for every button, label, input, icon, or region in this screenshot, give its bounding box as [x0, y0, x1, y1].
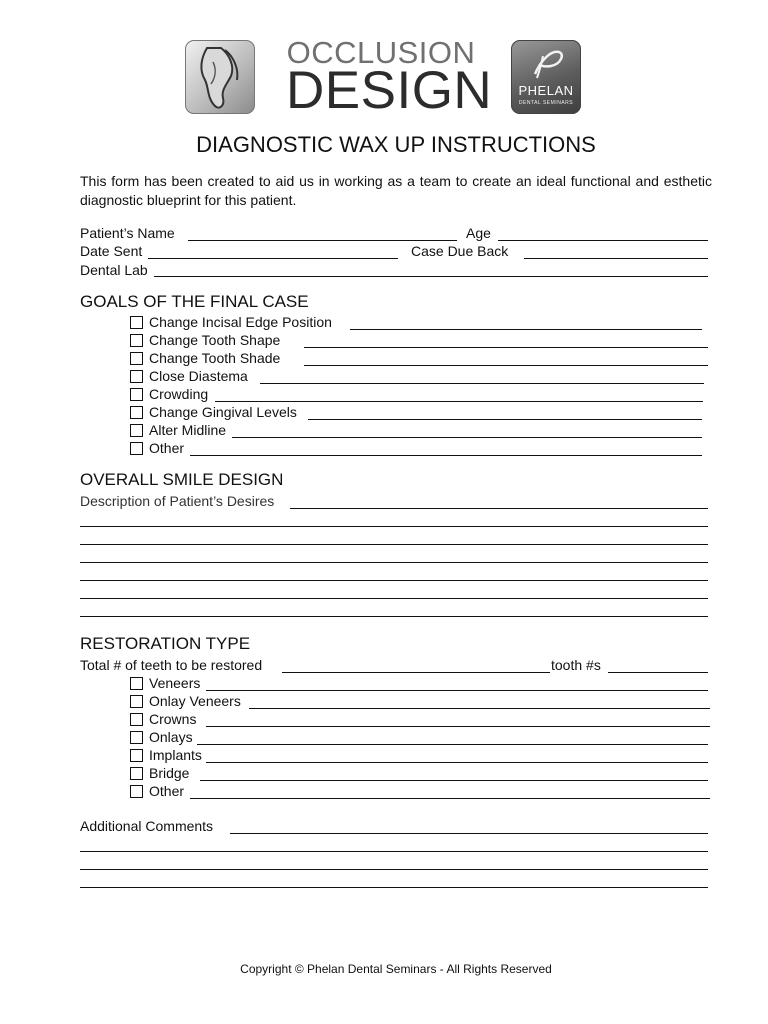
- additional-comments-field[interactable]: [230, 833, 708, 834]
- restoration-field[interactable]: [200, 780, 708, 781]
- description-line[interactable]: [80, 580, 708, 581]
- restoration-field[interactable]: [206, 762, 708, 763]
- occlusion-design-logo-icon: [185, 40, 255, 114]
- description-line[interactable]: [80, 616, 708, 617]
- description-field[interactable]: [290, 508, 708, 509]
- phelan-p-swoosh-icon: [511, 40, 581, 84]
- case-due-back-label: Case Due Back: [411, 243, 509, 259]
- goal-checkbox[interactable]: [130, 352, 143, 365]
- restoration-checkbox[interactable]: [130, 767, 143, 780]
- goal-label: Change Tooth Shade: [149, 350, 281, 366]
- smile-heading: OVERALL SMILE DESIGN: [80, 470, 284, 489]
- restoration-checkbox[interactable]: [130, 677, 143, 690]
- additional-comments-line[interactable]: [80, 887, 708, 888]
- description-line[interactable]: [80, 526, 708, 527]
- tooth-profile-icon: [185, 40, 255, 114]
- phelan-logo-subtitle: DENTAL SEMINARS: [518, 100, 574, 106]
- goal-label: Change Gingival Levels: [149, 404, 297, 420]
- additional-comments-label: Additional Comments: [80, 818, 214, 834]
- goal-field[interactable]: [215, 401, 703, 402]
- age-label: Age: [466, 225, 491, 241]
- description-line[interactable]: [80, 544, 708, 545]
- goal-field[interactable]: [190, 455, 702, 456]
- form-title: DIAGNOSTIC WAX UP INSTRUCTIONS: [196, 132, 596, 157]
- restoration-field[interactable]: [206, 726, 710, 727]
- goal-label: Change Incisal Edge Position: [149, 314, 332, 330]
- goals-heading: GOALS OF THE FINAL CASE: [80, 292, 309, 311]
- restoration-checkbox[interactable]: [130, 785, 143, 798]
- phelan-logo: [511, 40, 581, 114]
- restoration-field[interactable]: [206, 690, 708, 691]
- goal-field[interactable]: [232, 437, 702, 438]
- description-line[interactable]: [80, 598, 708, 599]
- dental-lab-field[interactable]: [154, 276, 708, 277]
- dental-lab-label: Dental Lab: [80, 262, 148, 278]
- restoration-checkbox[interactable]: [130, 749, 143, 762]
- case-due-back-field[interactable]: [524, 258, 708, 259]
- goal-checkbox[interactable]: [130, 388, 143, 401]
- tooth-numbers-field[interactable]: [608, 672, 708, 673]
- patient-name-label: Patient’s Name: [80, 225, 175, 241]
- goal-field[interactable]: [260, 383, 704, 384]
- tooth-numbers-label: tooth #s: [551, 657, 601, 673]
- date-sent-label: Date Sent: [80, 243, 143, 259]
- goal-field[interactable]: [304, 365, 708, 366]
- description-line[interactable]: [80, 562, 708, 563]
- restoration-field[interactable]: [197, 744, 708, 745]
- goal-checkbox[interactable]: [130, 442, 143, 455]
- goal-field[interactable]: [350, 329, 702, 330]
- restoration-label: Implants: [149, 747, 202, 763]
- goal-checkbox[interactable]: [130, 424, 143, 437]
- total-teeth-label: Total # of teeth to be restored: [80, 657, 263, 673]
- goal-label: Other: [149, 440, 185, 456]
- goal-checkbox[interactable]: [130, 406, 143, 419]
- phelan-logo-name: PHELAN: [518, 83, 574, 98]
- restoration-field[interactable]: [190, 798, 710, 799]
- restoration-checkbox[interactable]: [130, 713, 143, 726]
- restoration-label: Other: [149, 783, 185, 799]
- goal-field[interactable]: [304, 347, 708, 348]
- copyright-footer: Copyright © Phelan Dental Seminars - All Rights Reserved: [240, 962, 552, 976]
- restoration-heading: RESTORATION TYPE: [80, 634, 251, 653]
- goal-label: Change Tooth Shape: [149, 332, 281, 348]
- age-field[interactable]: [498, 240, 708, 241]
- goal-checkbox[interactable]: [130, 370, 143, 383]
- restoration-label: Veneers: [149, 675, 201, 691]
- restoration-label: Onlays: [149, 729, 193, 745]
- goal-checkbox[interactable]: [130, 316, 143, 329]
- goal-label: Close Diastema: [149, 368, 248, 384]
- wordmark-design: DESIGN: [286, 61, 493, 120]
- restoration-label: Bridge: [149, 765, 190, 781]
- description-label: Description of Patient’s Desires: [80, 493, 275, 509]
- total-teeth-field[interactable]: [282, 672, 550, 673]
- restoration-label: Crowns: [149, 711, 197, 727]
- additional-comments-line[interactable]: [80, 851, 708, 852]
- restoration-label: Onlay Veneers: [149, 693, 241, 709]
- goal-label: Crowding: [149, 386, 209, 402]
- restoration-checkbox[interactable]: [130, 731, 143, 744]
- restoration-checkbox[interactable]: [130, 695, 143, 708]
- date-sent-field[interactable]: [148, 258, 398, 259]
- goal-checkbox[interactable]: [130, 334, 143, 347]
- goal-field[interactable]: [308, 419, 702, 420]
- goal-label: Alter Midline: [149, 422, 227, 438]
- restoration-field[interactable]: [249, 708, 710, 709]
- intro-paragraph: This form has been created to aid us in working as a team to create an ideal functional and esthetic diagnostic blueprint for this patient.: [80, 173, 712, 208]
- patient-name-field[interactable]: [188, 240, 457, 241]
- wordmark-occlusion: OCCLUSION: [286, 35, 476, 70]
- additional-comments-line[interactable]: [80, 869, 708, 870]
